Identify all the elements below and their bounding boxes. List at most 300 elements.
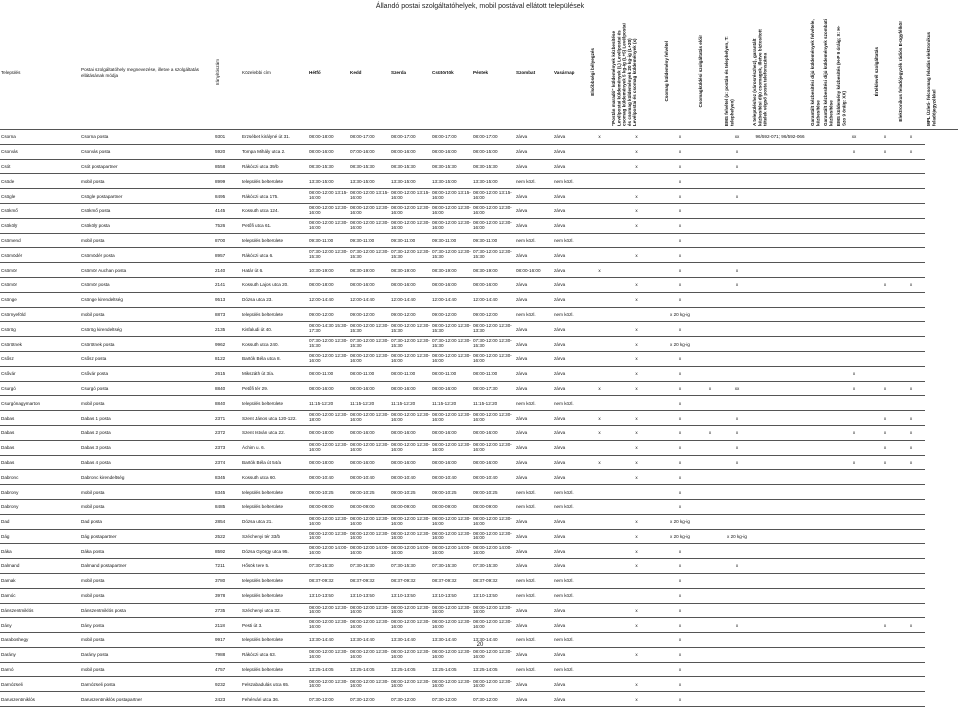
table-cell: 2141 xyxy=(214,277,241,292)
table-cell xyxy=(589,277,610,292)
table-cell: zárva xyxy=(553,559,589,574)
table-cell xyxy=(835,174,873,189)
table-cell xyxy=(822,411,835,426)
table-cell: Csörnyeföld xyxy=(0,307,80,322)
table-cell: 11:15-12:20 xyxy=(431,396,472,411)
table-cell xyxy=(751,174,809,189)
table-cell xyxy=(822,647,835,662)
table-cell: x xyxy=(663,588,697,603)
table-cell: x xyxy=(589,455,610,470)
table-cell xyxy=(835,396,873,411)
table-cell: x xyxy=(663,633,697,648)
column-header xyxy=(589,16,610,130)
table-row xyxy=(0,189,958,204)
table-cell: 08:00-09:00 xyxy=(308,499,349,514)
table-cell xyxy=(589,647,610,662)
table-cell: 07:30-12:00 12:30-15:30 xyxy=(308,337,349,352)
table-cell xyxy=(822,189,835,204)
table-cell: Kossuth utca 124. xyxy=(241,203,308,218)
table-cell xyxy=(873,485,897,500)
table-cell: 08:00-12:00 12:30-16:00 xyxy=(349,440,390,455)
table-cell: x xyxy=(897,411,925,426)
table-row xyxy=(0,218,958,233)
table-cell: zárva xyxy=(553,263,589,278)
table-cell xyxy=(835,159,873,174)
table-cell: zárva xyxy=(553,322,589,337)
table-cell xyxy=(751,470,809,485)
table-cell: 08:00-12:00 12:30-16:00 xyxy=(390,203,431,218)
table-cell: 08:00-12:00 13:15-16:00 xyxy=(308,189,349,204)
table-cell: mobil posta xyxy=(80,174,214,189)
table-cell xyxy=(697,514,723,529)
table-cell: település belterülete xyxy=(241,307,308,322)
table-cell: nem közl. xyxy=(515,396,553,411)
table-cell: nem közl. xyxy=(553,307,589,322)
table-cell: 11:15-12:20 xyxy=(349,396,390,411)
table-cell xyxy=(589,440,610,455)
table-cell: 09:30-11:00 xyxy=(349,233,390,248)
table-cell: 08:00-14:30 15:30-17:30 xyxy=(308,322,349,337)
column-header-label: Garantált kézbesítési díjú küldemények felvétele, kézbesítése xyxy=(810,19,821,126)
table-cell: x xyxy=(873,277,897,292)
table-cell xyxy=(751,514,809,529)
table-cell: zárva xyxy=(515,529,553,544)
table-cell xyxy=(809,470,822,485)
table-cell xyxy=(822,573,835,588)
table-cell: x xyxy=(663,559,697,574)
column-header xyxy=(663,16,697,130)
table-cell: 08:00-12:00 12:30-16:00 xyxy=(349,677,390,692)
table-cell: x xyxy=(723,411,751,426)
table-cell xyxy=(697,174,723,189)
table-cell: 08:00-12:00 12:30-16:00 xyxy=(349,218,390,233)
table-cell xyxy=(822,662,835,677)
table-cell xyxy=(589,559,610,574)
table-cell: 08:00-12:00 14:00-16:00 xyxy=(472,544,515,559)
table-cell xyxy=(697,351,723,366)
table-cell: x xyxy=(663,647,697,662)
table-cell xyxy=(751,662,809,677)
table-row xyxy=(0,263,958,278)
table-cell xyxy=(697,692,723,707)
table-cell xyxy=(697,292,723,307)
table-cell: Áchim u. 6. xyxy=(241,440,308,455)
table-cell xyxy=(723,292,751,307)
table-cell: 08:00-12:00 12:30-16:00 xyxy=(431,603,472,618)
table-cell xyxy=(809,233,822,248)
table-cell: település belterülete xyxy=(241,588,308,603)
table-cell: x xyxy=(663,603,697,618)
table-cell: zárva xyxy=(553,337,589,352)
table-cell xyxy=(809,425,822,440)
table-cell xyxy=(873,677,897,692)
table-cell: Dánszentmiklós xyxy=(0,603,80,618)
table-cell: 9513 xyxy=(214,292,241,307)
table-cell: x xyxy=(873,618,897,633)
table-cell: x xyxy=(663,411,697,426)
table-cell: x xyxy=(663,130,697,145)
table-cell: zárva xyxy=(553,618,589,633)
column-header-label: Szerda xyxy=(391,69,407,75)
table-cell xyxy=(822,455,835,470)
table-cell xyxy=(835,203,873,218)
table-cell xyxy=(809,559,822,574)
table-cell xyxy=(809,440,822,455)
table-cell: 13:30-15:00 xyxy=(308,174,349,189)
table-cell: 12:00-14:40 xyxy=(390,292,431,307)
table-cell: Csörög xyxy=(0,322,80,337)
column-header-label: "Postán maradó" küldemények kézbesítése Levélpostai küldemények (L) Levélpostai és csomag küldemények 5 kg-ig (L+5) Levélpostai és csomag küldemények 20 kg-ig (L+20) Levélpostai és csomag küldemények (x) xyxy=(611,22,638,126)
column-header xyxy=(431,16,472,130)
table-cell xyxy=(835,529,873,544)
table-cell xyxy=(751,307,809,322)
column-header-label: Csomag küldemény felvétel xyxy=(664,41,669,102)
table-cell: 13:10-13:50 xyxy=(349,588,390,603)
table-cell: 10:30-19:00 xyxy=(308,263,349,278)
table-cell: zárva xyxy=(515,322,553,337)
table-cell: x xyxy=(663,218,697,233)
table-cell xyxy=(751,322,809,337)
table-cell xyxy=(897,322,925,337)
table-row xyxy=(0,677,958,692)
table-row xyxy=(0,425,958,440)
column-header-label: EMS küldemény kézbesítés (H-P 9 óráig; X: H-Szo 9 óráig: XX) xyxy=(836,25,847,126)
table-cell: Csősz posta xyxy=(80,351,214,366)
table-header xyxy=(0,16,958,130)
table-cell: 08:30-15:30 xyxy=(308,159,349,174)
table-cell: x xyxy=(610,544,663,559)
table-cell xyxy=(835,692,873,707)
table-cell: Kossuth utca 240. xyxy=(241,337,308,352)
table-cell: 13:25-14:05 xyxy=(349,662,390,677)
table-cell: 08:00-12:00 12:30-16:00 xyxy=(308,203,349,218)
table-cell xyxy=(809,218,822,233)
table-cell: Pesti út 3. xyxy=(241,618,308,633)
table-cell xyxy=(822,159,835,174)
table-cell: x xyxy=(610,144,663,159)
table-row xyxy=(0,233,958,248)
table-cell xyxy=(897,189,925,204)
column-header xyxy=(0,16,80,130)
table-cell: 08:00-12:00 12:30-15:30 xyxy=(431,322,472,337)
table-cell: Csörötnek posta xyxy=(80,337,214,352)
table-row xyxy=(0,499,958,514)
table-cell xyxy=(697,455,723,470)
table-cell: 08:00-16:00 xyxy=(349,425,390,440)
table-row xyxy=(0,337,958,352)
table-cell: 11:15-12:20 xyxy=(308,396,349,411)
table-cell xyxy=(610,263,663,278)
table-cell xyxy=(589,292,610,307)
column-header-label: Kedd xyxy=(350,69,362,75)
column-header-label: Garantált kézbesítési díjú küldemények szombati kézbesítése xyxy=(823,18,834,126)
table-cell: 08:00-11:00 xyxy=(390,366,431,381)
table-cell: Dad xyxy=(0,514,80,529)
table-cell: mobil posta xyxy=(80,633,214,648)
header-row xyxy=(0,16,958,130)
table-cell xyxy=(873,248,897,263)
table-cell xyxy=(610,396,663,411)
table-cell: zárva xyxy=(553,647,589,662)
table-cell xyxy=(809,396,822,411)
table-cell xyxy=(751,277,809,292)
table-cell xyxy=(822,174,835,189)
column-header-label: Postai szolgáltatóhely megnevezése, illetve a szolgáltatás ellátásának módja xyxy=(81,67,199,78)
table-cell: zárva xyxy=(515,677,553,692)
table-cell xyxy=(897,174,925,189)
table-cell: Csurgó posta xyxy=(80,381,214,396)
table-cell xyxy=(697,603,723,618)
column-header-label: Értéklevél szolgáltatás xyxy=(874,47,879,97)
table-cell xyxy=(822,514,835,529)
table-cell: x xyxy=(610,218,663,233)
table-cell: x xyxy=(610,366,663,381)
table-cell xyxy=(822,233,835,248)
table-cell xyxy=(897,603,925,618)
table-cell: 08:00-12:00 12:30-16:00 xyxy=(308,603,349,618)
table-cell xyxy=(873,499,897,514)
column-header-label: Irányítószám xyxy=(215,58,220,85)
table-cell: nem közl. xyxy=(553,499,589,514)
table-cell: 13:25-14:05 xyxy=(308,662,349,677)
table-cell xyxy=(897,203,925,218)
table-cell: Daruszentmiklós postapartner xyxy=(80,692,214,707)
table-cell: 08:00-10:40 xyxy=(349,470,390,485)
table-cell xyxy=(897,159,925,174)
table-cell: x xyxy=(663,263,697,278)
table-cell: 08:30-19:00 xyxy=(431,263,472,278)
table-cell: x xyxy=(897,277,925,292)
table-cell xyxy=(697,144,723,159)
table-cell: 09:00-12:00 xyxy=(390,307,431,322)
table-cell xyxy=(589,159,610,174)
table-cell xyxy=(873,292,897,307)
table-cell: x xyxy=(897,618,925,633)
table-cell xyxy=(897,573,925,588)
table-cell: Dózsa utca 23. xyxy=(241,292,308,307)
table-cell xyxy=(822,396,835,411)
table-cell: x xyxy=(663,277,697,292)
table-cell: zárva xyxy=(553,514,589,529)
table-cell: 08:00-16:00 xyxy=(472,277,515,292)
table-cell xyxy=(835,677,873,692)
table-cell: 07:30-12:00 12:30-15:30 xyxy=(390,337,431,352)
table-cell xyxy=(897,470,925,485)
table-cell: x xyxy=(589,263,610,278)
column-header-label: MPL Üzleti- felcsomag feladás elektronikus feladójegyzékkel xyxy=(926,31,937,126)
table-cell: Dad posta xyxy=(80,514,214,529)
table-cell: 08:00-10:40 xyxy=(472,470,515,485)
table-cell xyxy=(822,559,835,574)
table-cell: Dózsa György utca 95. xyxy=(241,544,308,559)
table-cell xyxy=(723,233,751,248)
table-cell: 08:00-16:00 xyxy=(431,277,472,292)
table-cell: Dabas xyxy=(0,411,80,426)
table-cell xyxy=(835,322,873,337)
table-cell: x xyxy=(873,130,897,145)
table-cell: nem közl. xyxy=(515,499,553,514)
table-cell: Tompa Mihály utca 2. xyxy=(241,144,308,159)
table-cell: 2423 xyxy=(214,692,241,707)
table-cell xyxy=(697,337,723,352)
table-cell xyxy=(897,529,925,544)
table-cell: 13:30-14:40 xyxy=(308,633,349,648)
table-cell: zárva xyxy=(553,470,589,485)
table-cell: x xyxy=(663,233,697,248)
table-cell xyxy=(589,618,610,633)
table-cell xyxy=(697,248,723,263)
column-header-label: EMS felvétel (x: postán és telephelyen, T: telephelyen) xyxy=(724,36,735,126)
table-cell: x xyxy=(723,440,751,455)
table-cell: Csót postapartner xyxy=(80,159,214,174)
table-cell: Bartók Béla út 54/a xyxy=(241,455,308,470)
table-cell xyxy=(589,144,610,159)
column-header xyxy=(553,16,589,130)
table-cell: 08:30-19:00 xyxy=(472,263,515,278)
table-cell xyxy=(723,203,751,218)
table-row xyxy=(0,174,958,189)
table-cell: 08:00-12:00 12:30-16:00 xyxy=(390,351,431,366)
table-cell: x xyxy=(610,692,663,707)
table-cell xyxy=(697,440,723,455)
table-cell: 07:30-12:00 12:30-15:30 xyxy=(390,248,431,263)
table-cell: zárva xyxy=(553,277,589,292)
table-cell: x xyxy=(589,130,610,145)
table-cell: x xyxy=(723,159,751,174)
table-row xyxy=(0,366,958,381)
table-cell: 08:00-16:00 xyxy=(515,263,553,278)
table-cell: x xyxy=(835,381,873,396)
table-cell xyxy=(822,603,835,618)
table-cell: 07:30-12:00 xyxy=(390,692,431,707)
table-cell: Dabas 2 posta xyxy=(80,425,214,440)
table-cell: 08:00-16:00 xyxy=(390,425,431,440)
table-cell: 07:30-12:00 12:30-15:30 xyxy=(349,248,390,263)
table-cell: xx xyxy=(723,381,751,396)
table-cell xyxy=(751,440,809,455)
table-cell: 13:30-14:40 xyxy=(472,633,515,648)
table-cell: x xyxy=(723,144,751,159)
table-cell xyxy=(822,307,835,322)
table-cell xyxy=(751,559,809,574)
table-cell: x xyxy=(897,144,925,159)
table-cell: x xyxy=(723,425,751,440)
table-cell: zárva xyxy=(515,455,553,470)
table-cell: x 20 kg-ig xyxy=(663,307,697,322)
table-cell: Dány posta xyxy=(80,618,214,633)
table-cell: 08:00-12:00 14:00-16:00 xyxy=(431,544,472,559)
table-cell: 08:30-19:00 xyxy=(349,263,390,278)
table-cell xyxy=(589,203,610,218)
table-cell: nem közl. xyxy=(515,485,553,500)
table-cell: 09:30-11:00 xyxy=(472,233,515,248)
table-cell xyxy=(589,366,610,381)
table-cell xyxy=(751,618,809,633)
table-cell xyxy=(697,618,723,633)
table-cell xyxy=(610,307,663,322)
table-cell xyxy=(809,662,822,677)
table-cell: zárva xyxy=(515,692,553,707)
table-cell xyxy=(873,322,897,337)
table-cell: x xyxy=(873,425,897,440)
table-cell: 13:30-15:00 xyxy=(390,174,431,189)
table-cell xyxy=(751,573,809,588)
table-cell: zárva xyxy=(515,248,553,263)
column-header xyxy=(308,16,349,130)
table-cell xyxy=(697,647,723,662)
column-header xyxy=(925,16,958,130)
table-cell: zárva xyxy=(553,411,589,426)
table-cell: 08:00-12:00 12:30-16:00 xyxy=(431,618,472,633)
column-header xyxy=(723,16,751,130)
table-cell: x xyxy=(610,411,663,426)
table-cell: 11:15-12:20 xyxy=(472,396,515,411)
table-cell: x xyxy=(663,499,697,514)
table-row xyxy=(0,396,958,411)
table-cell: 08:00-16:00 xyxy=(308,381,349,396)
table-cell xyxy=(751,455,809,470)
table-cell: 08:00-12:00 12:30-16:00 xyxy=(472,677,515,692)
table-cell xyxy=(809,337,822,352)
table-cell: 08:00-12:00 12:30-16:00 xyxy=(472,440,515,455)
table-cell: Mikszáth út 3/a. xyxy=(241,366,308,381)
table-cell xyxy=(723,174,751,189)
table-cell: 08:00-12:00 12:30-16:00 xyxy=(390,647,431,662)
table-cell: 9232 xyxy=(214,677,241,692)
table-cell: 13:25-14:05 xyxy=(472,662,515,677)
table-cell xyxy=(723,248,751,263)
table-cell: 08:37-09:32 xyxy=(431,573,472,588)
table-cell: x xyxy=(589,381,610,396)
table-cell xyxy=(822,425,835,440)
table-cell: 07:30-12:00 12:30-15:30 xyxy=(472,337,515,352)
table-cell: zárva xyxy=(515,514,553,529)
table-cell: Csömör xyxy=(0,263,80,278)
table-cell: 08:00-12:00 14:00-16:00 xyxy=(349,544,390,559)
table-cell xyxy=(697,573,723,588)
table-cell xyxy=(751,396,809,411)
table-cell: 08:00-16:00 xyxy=(472,455,515,470)
table-cell: 12:00-14:40 xyxy=(349,292,390,307)
table-cell: 08:00-12:00 12:30-16:00 xyxy=(349,411,390,426)
table-cell: Csővár posta xyxy=(80,366,214,381)
table-row xyxy=(0,307,958,322)
table-cell xyxy=(822,618,835,633)
table-cell xyxy=(809,514,822,529)
table-cell: 13:10-13:50 xyxy=(390,588,431,603)
table-cell: Csömödér posta xyxy=(80,248,214,263)
table-cell xyxy=(809,485,822,500)
column-header xyxy=(835,16,873,130)
table-cell: nem közl. xyxy=(515,233,553,248)
table-cell xyxy=(723,499,751,514)
table-cell: 13:30-15:00 xyxy=(472,174,515,189)
table-cell: Szent István utca 22. xyxy=(241,425,308,440)
table-cell xyxy=(873,396,897,411)
table-cell: Csökmő posta xyxy=(80,203,214,218)
table-cell: x xyxy=(663,677,697,692)
table-cell: Csorna posta xyxy=(80,130,214,145)
table-cell: 08:00-17:00 xyxy=(349,130,390,145)
table-cell xyxy=(751,529,809,544)
table-cell: 08:00-12:00 12:30-16:00 xyxy=(390,529,431,544)
table-cell xyxy=(723,588,751,603)
table-cell: 4757 xyxy=(214,662,241,677)
table-cell: 08:00-12:00 13:15-16:00 xyxy=(472,189,515,204)
table-cell: 08:00-12:00 12:30-16:00 xyxy=(431,351,472,366)
table-cell: 2371 xyxy=(214,411,241,426)
table-cell: 07:30-12:00 xyxy=(472,692,515,707)
